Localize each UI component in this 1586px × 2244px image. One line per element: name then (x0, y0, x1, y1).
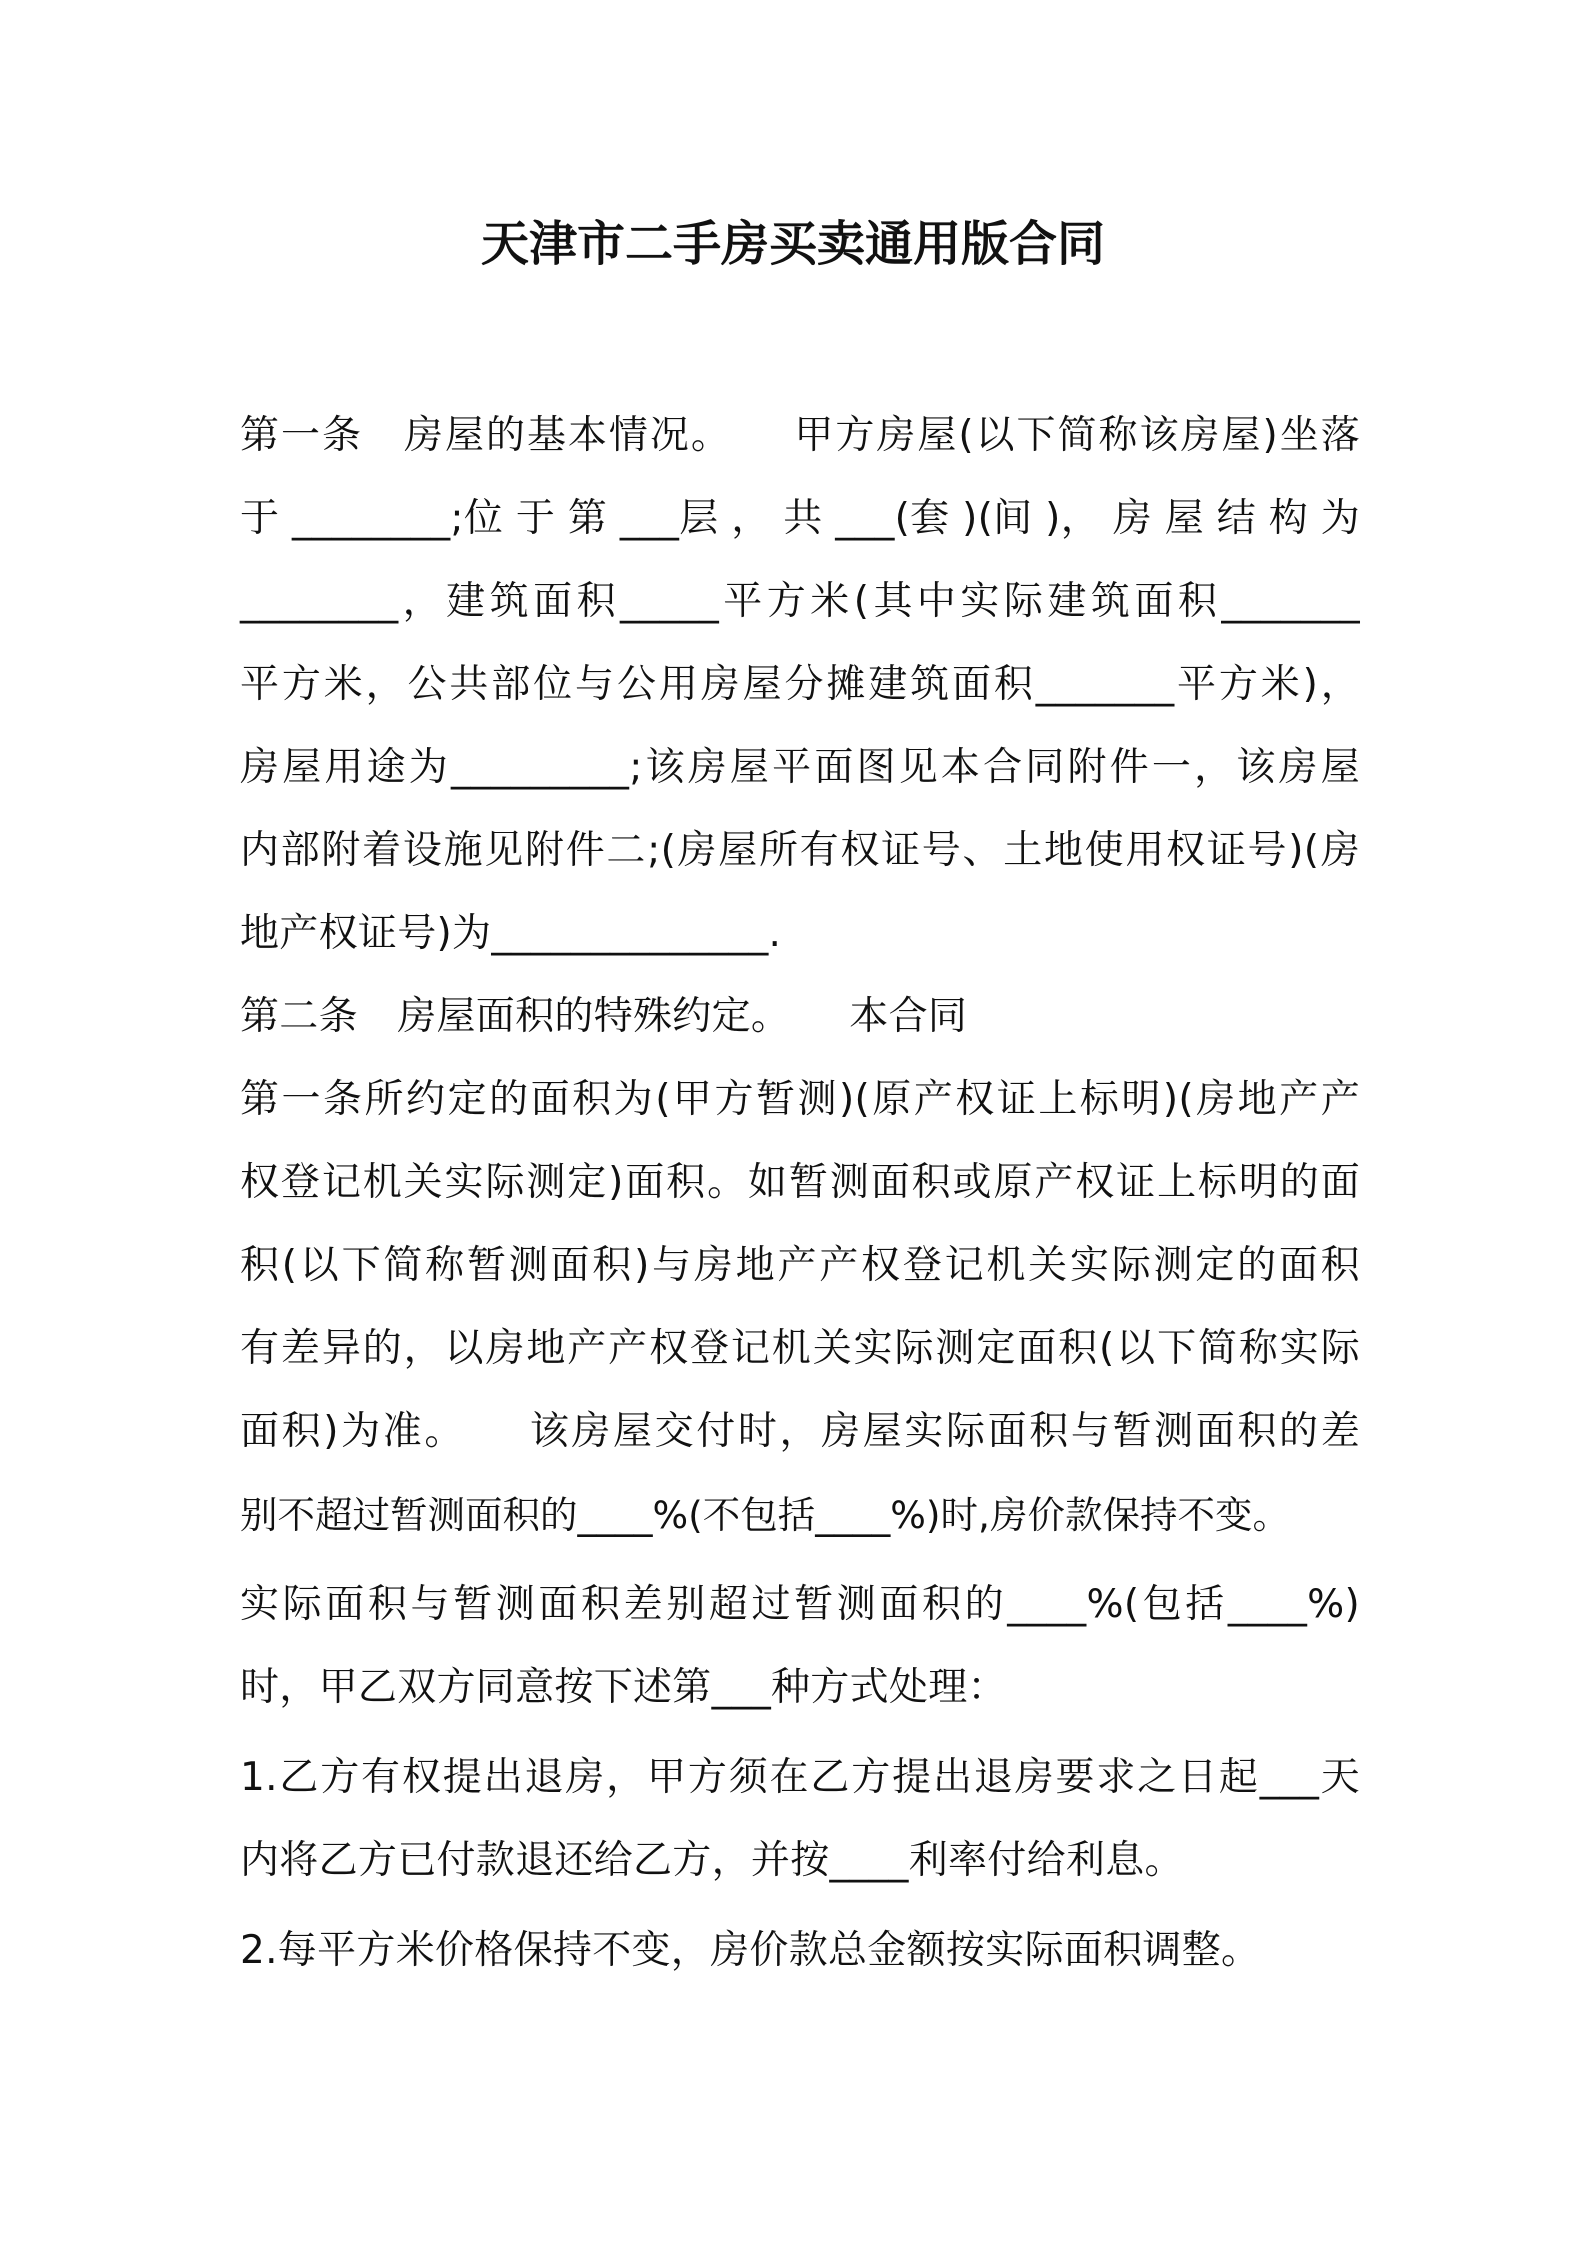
list-item: 内将乙方已付款退还给乙方，并按____利率付给利息。 (240, 1838, 1184, 1883)
list-item: 1.乙方有权提出退房，甲方须在乙方提出退房要求之日起___天 (240, 1755, 1360, 1800)
list-item: 2.每平方米价格保持不变，房价款总金额按实际面积调整。 (240, 1928, 1261, 1973)
text-line: 时，甲乙双方同意按下述第___种方式处理： (240, 1665, 1007, 1710)
text-line: 有差异的，以房地产产权登记机关实际测定面积(以下简称实际 (240, 1326, 1360, 1371)
text-line: ________，建筑面积_____平方米(其中实际建筑面积_______ (240, 579, 1360, 624)
text-line: 权登记机关实际测定)面积。如暂测面积或原产权证上标明的面 (240, 1160, 1360, 1205)
text-line: 第一条所约定的面积为(甲方暂测)(原产权证上标明)(房地产产 (240, 1077, 1360, 1122)
text-line: 内部附着设施见附件二;(房屋所有权证号、土地使用权证号)(房 (240, 828, 1360, 873)
text-line: 面积)为准。 该房屋交付时，房屋实际面积与暂测面积的差 (240, 1409, 1360, 1454)
text-line: 实际面积与暂测面积差别超过暂测面积的____%(包括____%) (240, 1582, 1360, 1627)
text-line: 房屋用途为_________;该房屋平面图见本合同附件一，该房屋 (240, 745, 1360, 790)
document-title: 天津市二手房买卖通用版合同 (480, 216, 1105, 272)
text-line: 于 ________;位 于 第 ___层 ， 共 ___(套 )(间 )， 房 屋 结 构 为 (240, 496, 1360, 541)
text-line: 平方米，公共部位与公用房屋分摊建筑面积_______平方米)， (240, 662, 1361, 707)
section-heading: 第二条 房屋面积的特殊约定。 本合同 (240, 994, 968, 1039)
text-line: 第一条 房屋的基本情况。 甲方房屋(以下简称该房屋)坐落 (240, 413, 1360, 458)
text-line: 别不超过暂测面积的____%(不包括____%)时,房价款保持不变。 (240, 1493, 1290, 1537)
text-line: 地产权证号)为______________. (240, 911, 782, 956)
text-line: 积(以下简称暂测面积)与房地产产权登记机关实际测定的面积 (240, 1243, 1360, 1288)
